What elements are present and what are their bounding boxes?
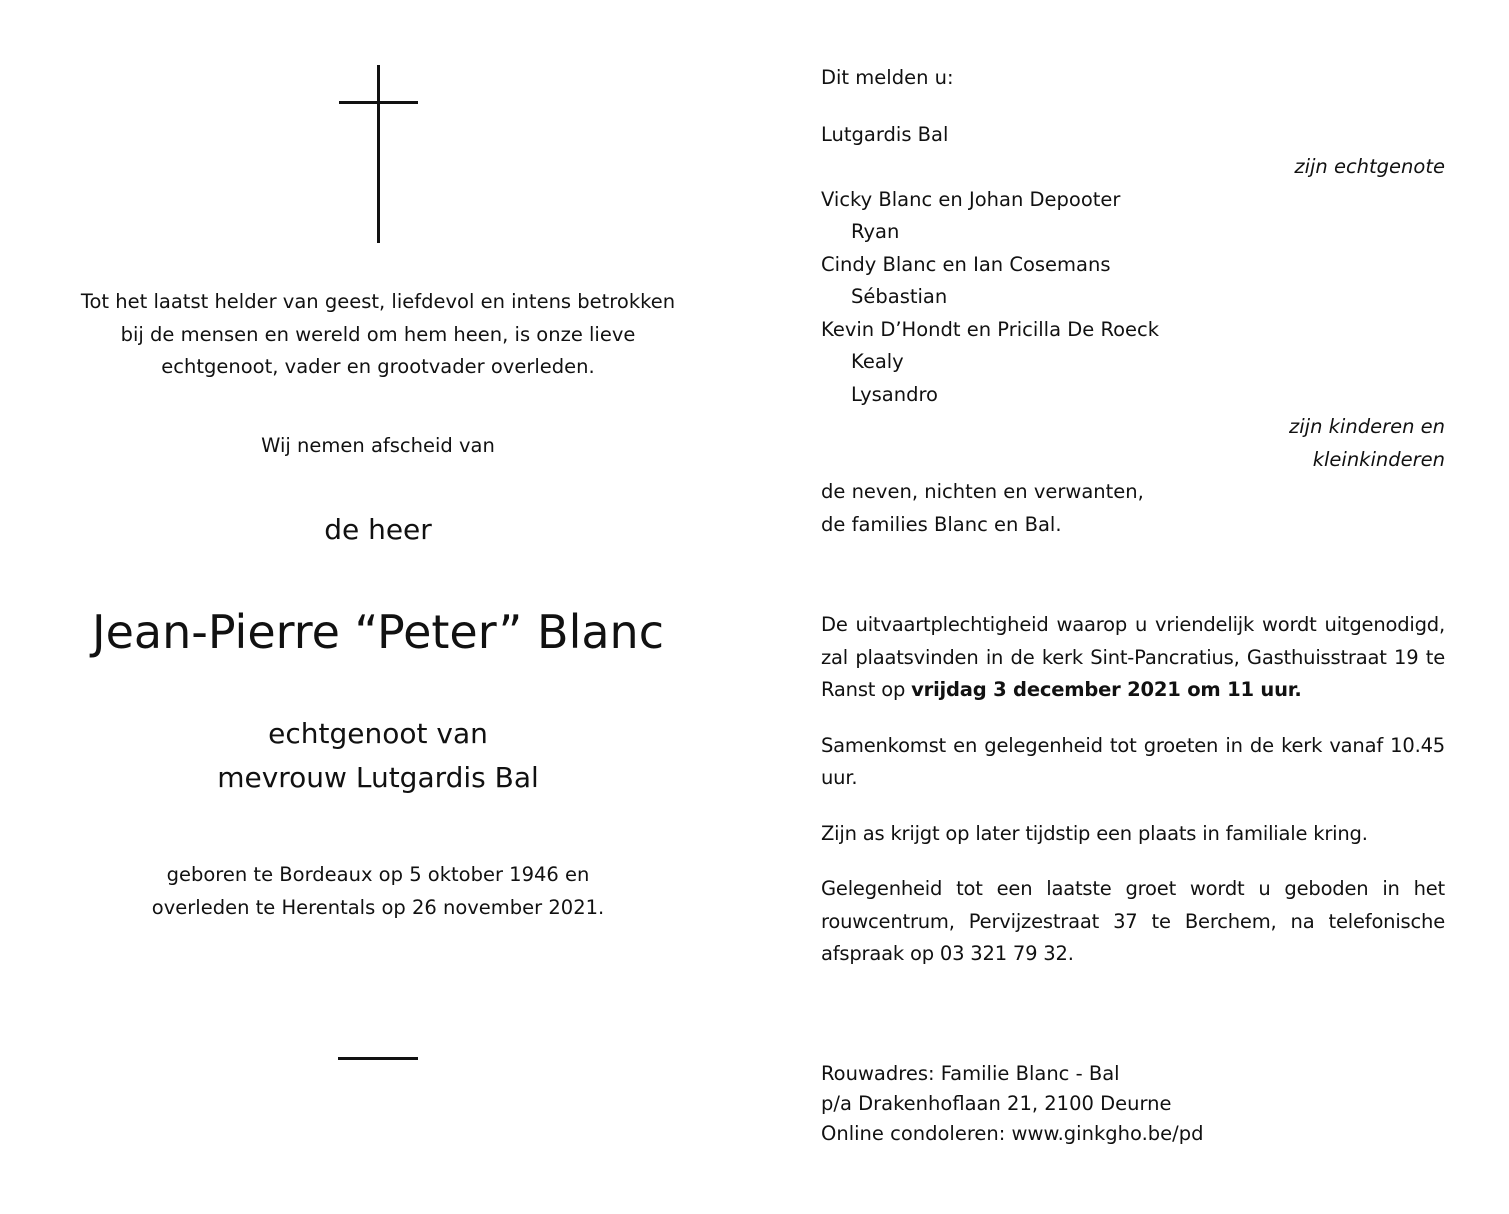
grandchild: Ryan <box>851 220 900 243</box>
cross-horizontal-bar <box>339 101 418 104</box>
closing-dash <box>338 1057 418 1060</box>
farewell-text: Wij nemen afscheid van <box>261 434 495 457</box>
announce-line: Dit melden u: <box>821 66 954 89</box>
gathering-paragraph: Samenkomst en gelegenheid tot groeten in de kerk vanaf 10.45 uur. <box>821 733 1445 789</box>
funeral-info <box>821 609 1445 971</box>
mourning-address <box>821 1059 1445 1149</box>
funeral-paragraph <box>821 609 1445 707</box>
spouse-line: mevrouw Lutgardis Bal <box>217 761 539 794</box>
grandchild: Sébastian <box>851 285 948 308</box>
condolence-line: Online condoleren: www.ginkgho.be/pd <box>821 1122 1204 1145</box>
funeral-date: vrijdag 3 december 2021 om 11 uur. <box>911 678 1302 701</box>
honorific-title: de heer <box>324 513 432 546</box>
children-role: zijn kinderen en <box>1289 415 1445 438</box>
cross-vertical-bar <box>377 65 380 243</box>
deceased-name: Jean-Pierre “Peter” Blanc <box>92 605 664 659</box>
child-couple: Vicky Blanc en Johan Depooter <box>821 187 1121 211</box>
family-list <box>821 62 1445 541</box>
children-role: kleinkinderen <box>1312 447 1445 471</box>
intro-line: bij de mensen en wereld om hem heen, is onze lieve <box>120 322 636 346</box>
intro-line: Tot het laatst helder van geest, liefdevol en intens betrokken <box>80 290 676 313</box>
death-line: overleden te Herentals op 26 november 2021. <box>151 896 605 919</box>
birth-line: geboren te Bordeaux op 5 oktober 1946 en <box>166 863 590 886</box>
spouse-line: echtgenoot van <box>268 717 488 750</box>
spouse-name: Lutgardis Bal <box>821 122 949 146</box>
spouse-info <box>40 712 716 800</box>
ashes-paragraph: Zijn as krijgt op later tijdstip een plaats in familiale kring. <box>821 821 1368 845</box>
intro-text <box>40 286 716 384</box>
intro-line: echtgenoot, vader en grootvader overleden. <box>161 355 595 378</box>
grandchild: Kealy <box>851 350 904 373</box>
child-couple: Kevin D’Hondt en Pricilla De Roeck <box>821 317 1160 341</box>
address-line: p/a Drakenhoflaan 21, 2100 Deurne <box>821 1092 1172 1115</box>
relatives-line: de families Blanc en Bal. <box>821 512 1062 536</box>
grandchild: Lysandro <box>851 382 938 406</box>
last-greeting-paragraph: Gelegenheid tot een laatste groet wordt u geboden in het rouwcentrum, Pervijzestraat 37 te Berchem, na telefonische afspraak op 03 321 79 32. <box>821 877 1445 965</box>
child-couple: Cindy Blanc en Ian Cosemans <box>821 252 1111 276</box>
spouse-role: zijn echtgenote <box>1294 155 1445 178</box>
birth-death-info <box>40 858 716 924</box>
funeral-text: De uitvaartplechtigheid waarop u vriendelijk wordt uitgenodigd, zal plaatsvinden in de kerk Sint-Pancratius, Gasthuisstraat 19 te Ranst op <box>821 613 1445 701</box>
address-line: Rouwadres: Familie Blanc - Bal <box>821 1062 1120 1085</box>
relatives-line: de neven, nichten en verwanten, <box>821 480 1144 503</box>
